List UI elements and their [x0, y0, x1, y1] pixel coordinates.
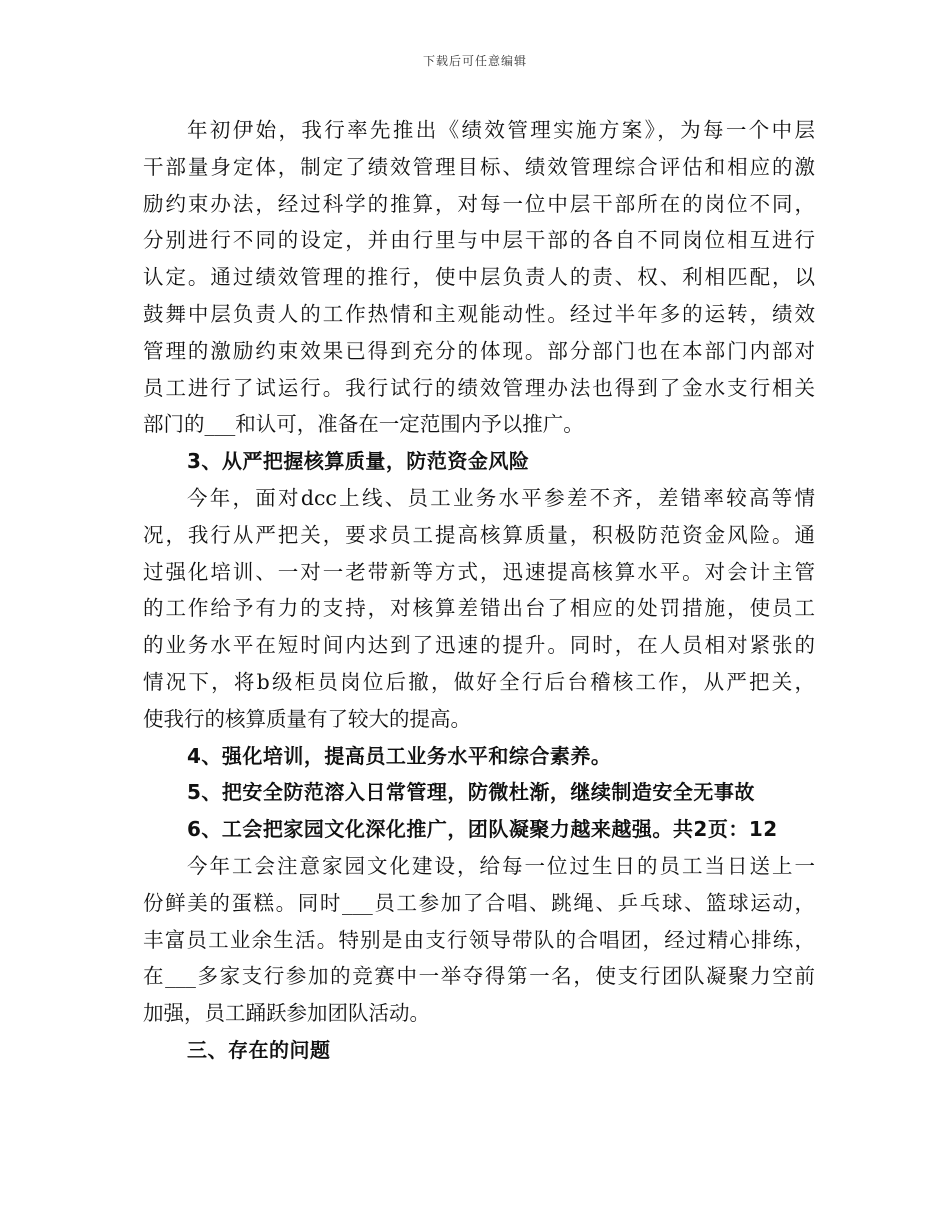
text-line: 丰富员工业余生活。特别是由支行领导带队的合唱团，经过精心排练，	[143, 927, 815, 952]
text-line: 加强，员工踊跃参加团队活动。	[143, 1001, 430, 1026]
paragraph-performance-management	[143, 112, 815, 443]
text-line: 分别进行不同的设定，并由行里与中层干部的各自不同岗位相互进行	[143, 228, 815, 253]
paragraph-accounting-quality	[143, 480, 815, 738]
text-line: 认定。通过绩效管理的推行，使中层负责人的责、权、利相匹配，以	[143, 265, 815, 290]
page-header: 下载后可任意编辑	[422, 54, 527, 68]
document-body	[143, 112, 815, 1069]
text-line: 干部量身定体，制定了绩效管理目标、绩效管理综合评估和相应的激	[143, 154, 815, 179]
text-line: 在___多家支行参加的竞赛中一举夺得第一名，使支行团队凝聚力空前	[143, 964, 815, 989]
text-line: 管理的激励约束效果已得到充分的体现。部分部门也在本部门内部对	[143, 338, 815, 363]
text-line: 年初伊始，我行率先推出《绩效管理实施方案》，为每一个中层	[187, 118, 815, 142]
text-line: 员工进行了试运行。我行试行的绩效管理办法也得到了金水支行相关	[143, 375, 815, 400]
text-line: 过强化培训、一对一老带新等方式，迅速提高核算水平。对会计主管	[143, 559, 815, 584]
text-line: 今年，面对dcc上线、员工业务水平参差不齐，差错率较高等情	[187, 485, 815, 510]
text-line: 况，我行从严把关，要求员工提高核算质量，积极防范资金风险。通	[143, 522, 815, 547]
section-heading-problems: 三、存在的问题	[187, 1037, 331, 1062]
heading-training: 4、强化培训，提高员工业务水平和综合素养。	[187, 743, 612, 768]
paragraph-union-culture	[143, 848, 815, 1032]
text-line: 鼓舞中层负责人的工作热情和主观能动性。经过半年多的运转，绩效	[143, 301, 815, 326]
text-line: 情况下，将b级柜员岗位后撤，做好全行后台稽核工作，从严把关，	[143, 669, 815, 694]
text-line: 部门的___和认可，准备在一定范围内予以推广。	[143, 412, 584, 437]
text-line: 的工作给予有力的支持，对核算差错出台了相应的处罚措施，使员工	[143, 596, 815, 621]
heading-safety: 5、把安全防范溶入日常管理，防微杜渐，继续制造安全无事故	[187, 780, 755, 805]
text-line: 的业务水平在短时间内达到了迅速的提升。同时，在人员相对紧张的	[143, 633, 815, 658]
heading-union-culture: 6、工会把家园文化深化推广，团队凝聚力越来越强。共2页：12	[187, 817, 778, 842]
text-line: 今年工会注意家园文化建设，给每一位过生日的员工当日送上一	[187, 853, 815, 878]
text-line: 份鲜美的蛋糕。同时___员工参加了合唱、跳绳、乒乓球、篮球运动，	[143, 890, 815, 915]
text-line: 励约束办法，经过科学的推算，对每一位中层干部所在的岗位不同，	[143, 191, 815, 216]
text-line: 使我行的核算质量有了较大的提高。	[143, 706, 471, 731]
heading-accounting-quality: 3、从严把握核算质量，防范资金风险	[187, 449, 530, 474]
